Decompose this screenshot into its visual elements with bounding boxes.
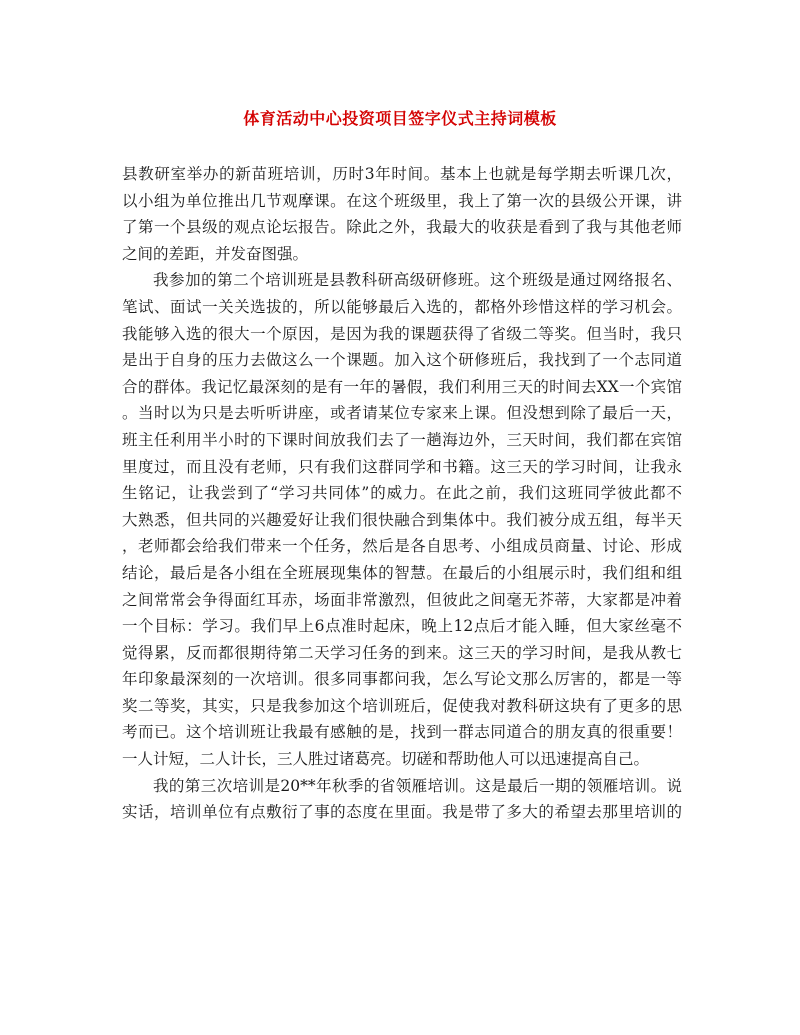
text-line: 大熟悉，但共同的兴趣爱好让我们很快融合到集体中。我们被分成五组，每半天 xyxy=(122,510,682,529)
text-line: 里度过，而且没有老师，只有我们这群同学和书籍。这三天的学习时间，让我永 xyxy=(122,457,682,476)
text-line: 是出于自身的压力去做这么一个课题。加入这个研修班后，我找到了一个志同道 xyxy=(122,351,682,370)
text-line: 生铭记，让我尝到了“学习共同体”的威力。在此之前，我们这班同学彼此都不 xyxy=(122,484,682,503)
text-line: 觉得累，反而都很期待第二天学习任务的到来。这三天的学习时间，是我从教七 xyxy=(122,643,682,662)
document-body xyxy=(122,161,682,826)
text-line: 奖二等奖，其实，只是我参加这个培训班后，促使我对教科研这块有了更多的思 xyxy=(122,696,682,715)
text-line: 一人计短，二人计长，三人胜过诸葛亮。切磋和帮助他人可以迅速提高自己。 xyxy=(122,750,650,769)
text-line: 之间的差距，并发奋图强。 xyxy=(122,244,309,263)
text-line: 班主任利用半小时的下课时间放我们去了一趟海边外，三天时间，我们都在宾馆 xyxy=(122,430,682,449)
text-line: ，老师都会给我们带来一个任务，然后是各自思考、小组成员商量、讨论、形成 xyxy=(122,537,682,556)
text-line: 县教研室举办的新苗班培训，历时3年时间。基本上也就是每学期去听课几次， xyxy=(122,165,682,183)
text-line: 我的第三次培训是20**年秋季的省领雁培训。这是最后一期的领雁培训。说 xyxy=(153,776,682,795)
text-line: 我参加的第二个培训班是县教科研高级研修班。这个班级是通过网络报名、 xyxy=(153,271,682,290)
text-line: 年印象最深刻的一次培训。很多同事都问我，怎么写论文那么厉害的，都是一等 xyxy=(122,670,682,689)
text-line: 结论，最后是各小组在全班展现集体的智慧。在最后的小组展示时，我们组和组 xyxy=(122,563,682,582)
text-line: 了第一个县级的观点论坛报告。除此之外，我最大的收获是看到了我与其他老师 xyxy=(122,218,682,237)
text-line: 笔试、面试一关关选拔的，所以能够最后入选的，都格外珍惜这样的学习机会。 xyxy=(122,297,682,316)
text-line: 实话，培训单位有点敷衍了事的态度在里面。我是带了多大的希望去那里培训的 xyxy=(122,803,682,822)
text-line: 合的群体。我记忆最深刻的是有一年的暑假，我们利用三天的时间去XX一个宾馆 xyxy=(122,377,682,396)
document-title: 体育活动中心投资项目签字仪式主持词模板 xyxy=(243,109,557,128)
text-line: 考而已。这个培训班让我最有感触的是，找到一群志同道合的朋友真的很重要！ xyxy=(122,723,682,742)
text-line: 之间常常会争得面红耳赤，场面非常激烈，但彼此之间毫无芥蒂，大家都是冲着 xyxy=(122,590,682,609)
text-line: 。当时以为只是去听听讲座，或者请某位专家来上课。但没想到除了最后一天， xyxy=(122,404,682,423)
text-line: 我能够入选的很大一个原因，是因为我的课题获得了省级二等奖。但当时，我只 xyxy=(122,324,682,343)
text-line: 一个目标：学习。我们早上6点准时起床，晚上12点后才能入睡，但大家丝毫不 xyxy=(122,617,682,636)
text-line: 以小组为单位推出几节观摩课。在这个班级里，我上了第一次的县级公开课，讲 xyxy=(122,191,682,210)
